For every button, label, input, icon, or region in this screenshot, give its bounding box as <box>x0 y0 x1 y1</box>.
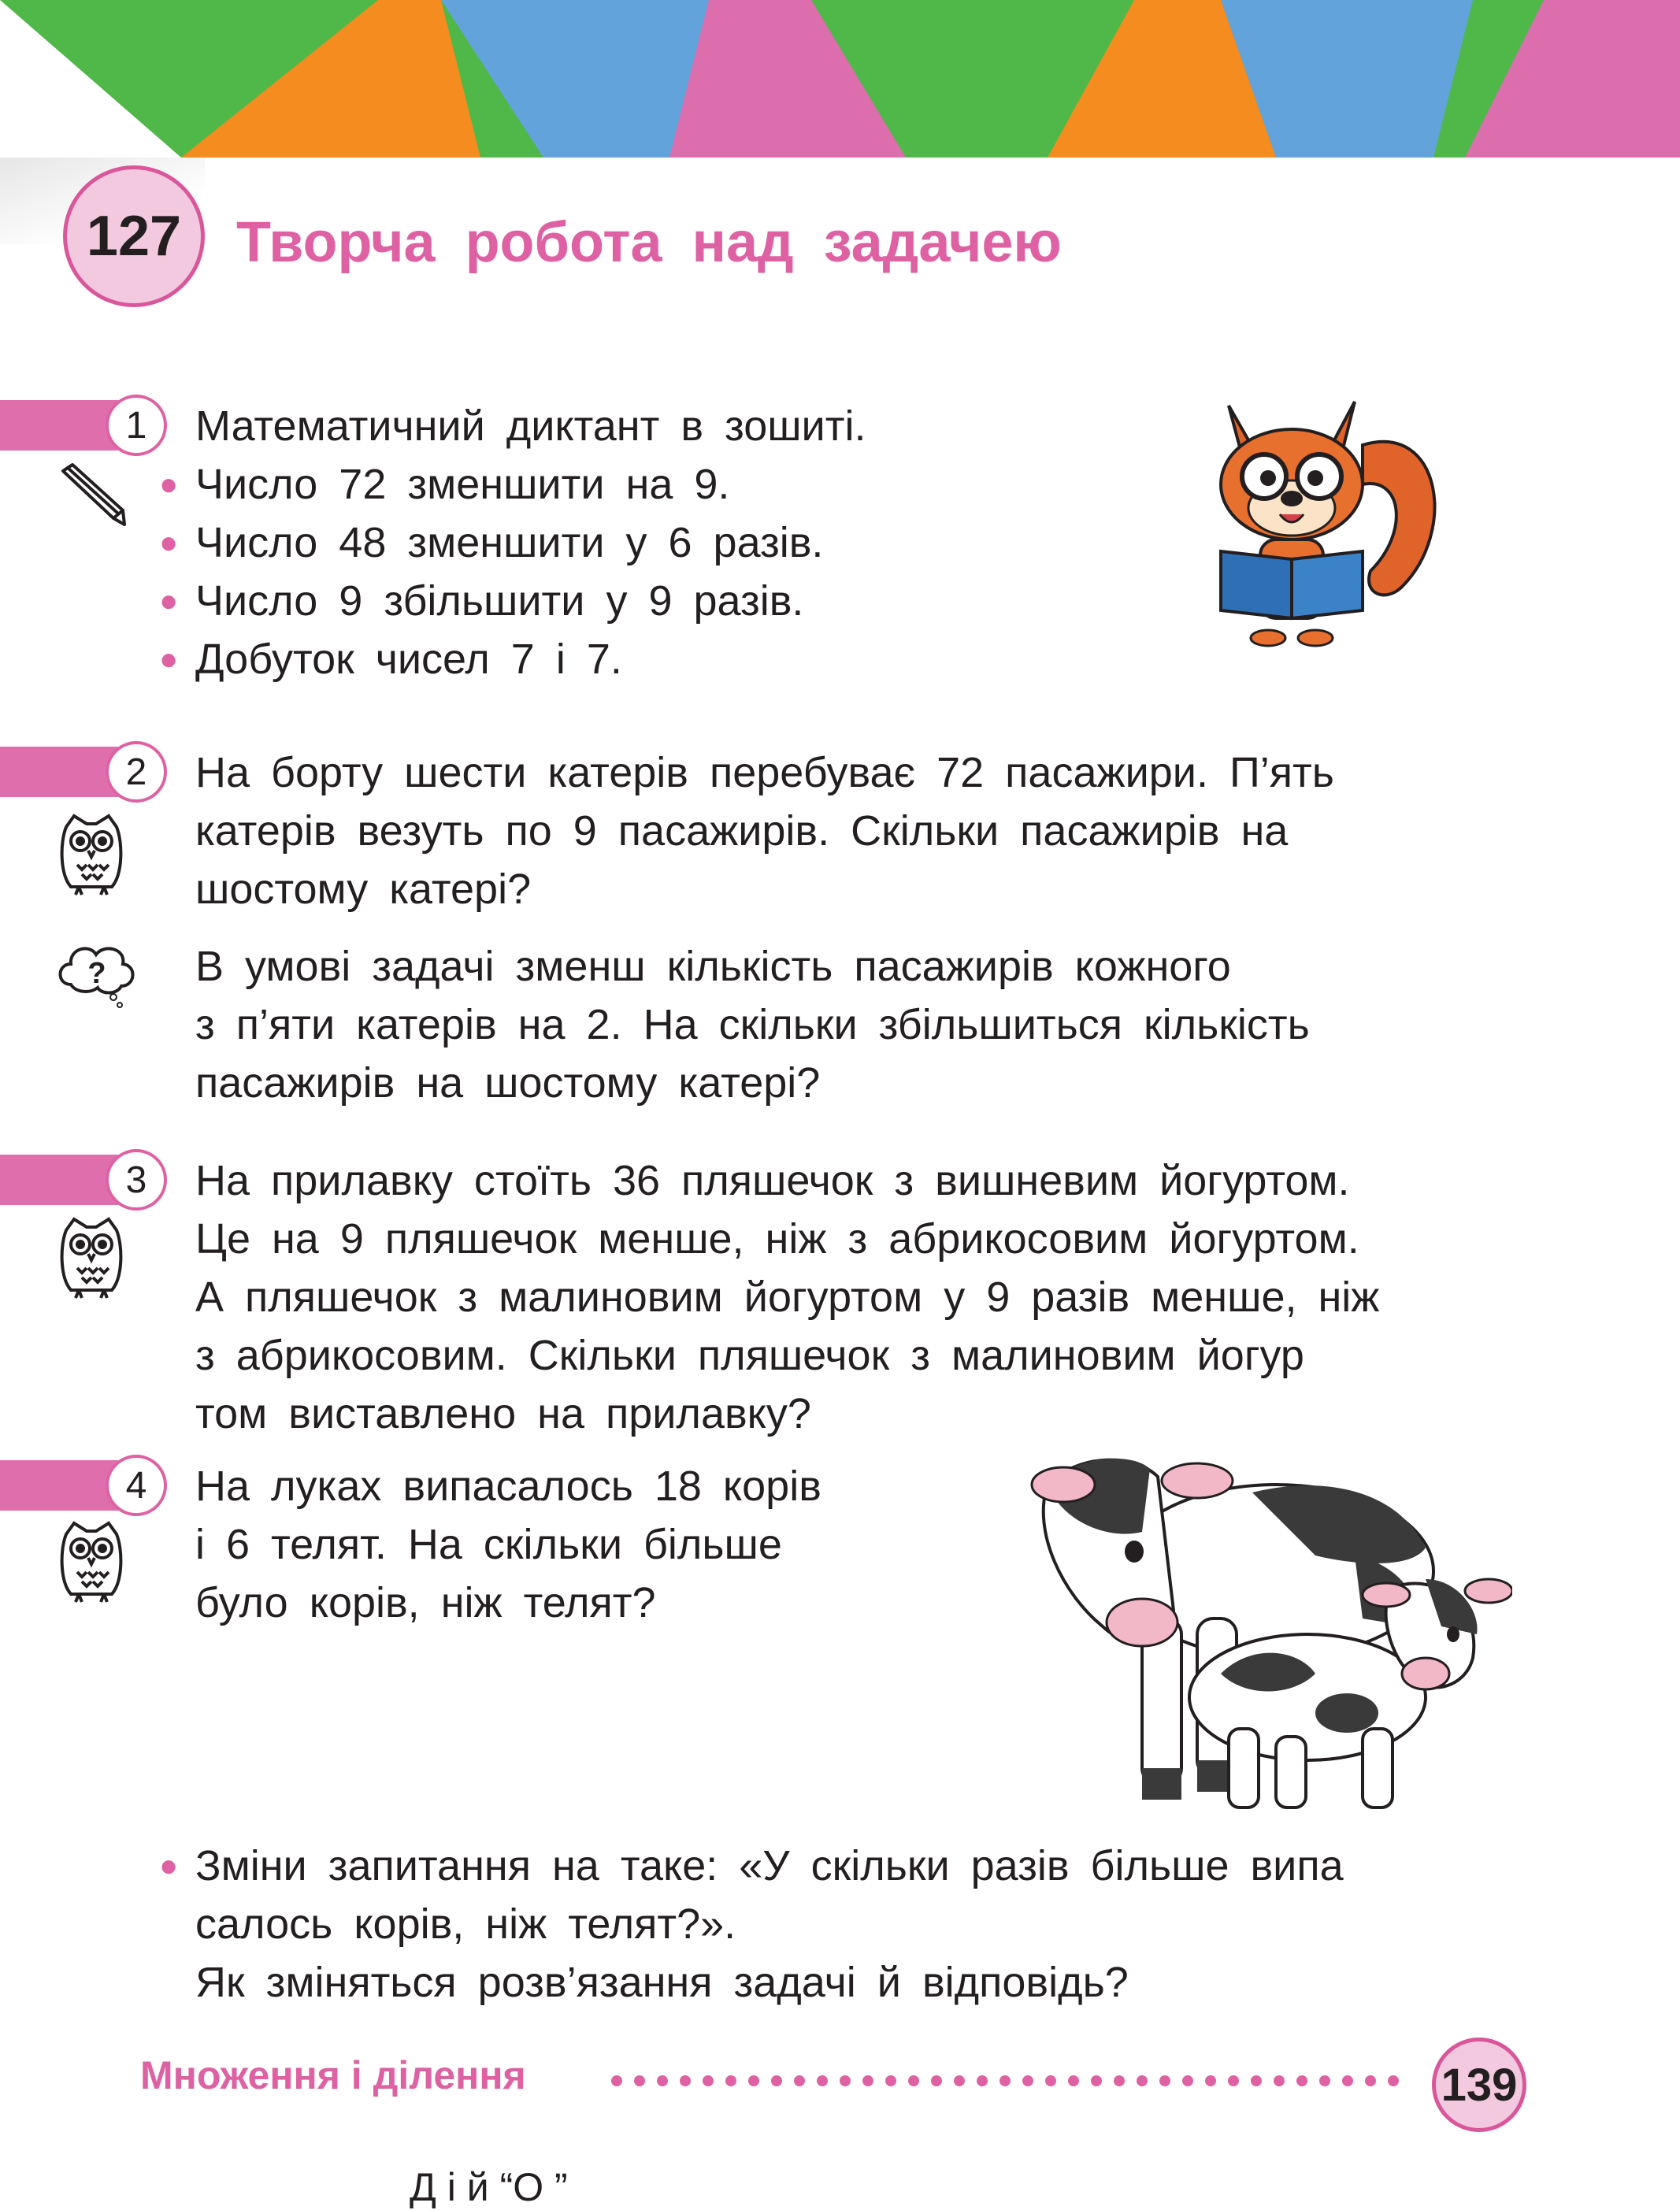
leader-dot <box>1274 2075 1285 2086</box>
task-3-line: Це на 9 пляшечок менше, ніж з абрикосовим йогуртом. <box>195 1215 1359 1263</box>
pencil-icon <box>55 462 134 532</box>
leader-dot <box>1365 2075 1376 2086</box>
leader-dot <box>885 2075 896 2086</box>
leader-dot <box>1137 2075 1148 2086</box>
task-tab <box>0 747 118 797</box>
task-4-line: і 6 телят. На скільки більше <box>195 1521 782 1568</box>
leader-dot <box>703 2075 714 2086</box>
task-3-line: з абрикосовим. Скільки пляшечок з малиновим йогур <box>195 1332 1304 1379</box>
lesson-title: Творча робота над задачею <box>236 211 1062 274</box>
leader-dot <box>908 2075 919 2086</box>
task-4-line: На луках випасалось 18 корів <box>195 1463 821 1510</box>
task-1-bullet: ● Число 9 збільшити у 9 разів. <box>159 577 804 625</box>
task-number-1: 1 <box>106 395 167 456</box>
task-2-text <box>195 743 1483 918</box>
task-2-line: катерів везуть по 9 пасажирів. Скільки пасажирів на <box>195 807 1289 855</box>
task-number-2: 2 <box>106 741 167 803</box>
leader-dot <box>1296 2075 1307 2086</box>
leader-dot <box>611 2075 622 2086</box>
task-3-line: На прилавку стоїть 36 пляшечок з вишневим йогуртом. <box>195 1157 1350 1204</box>
task-tab <box>0 1155 118 1205</box>
top-banner <box>0 0 1680 158</box>
task-2-line: На борту шести катерів перебуває 72 пасажири. П’ять <box>195 749 1334 796</box>
leader-dot <box>1091 2075 1102 2086</box>
task-4-bullet: ● Зміни запитання на таке: «У скільки разів більше випа <box>159 1842 1344 1889</box>
leader-dot <box>634 2075 645 2086</box>
task-tab <box>0 400 118 451</box>
cut-off-text: Д і й “О ” <box>410 2165 568 2209</box>
task-2-extra-line: з п’яти катерів на 2. На скільки збільшиться кількість <box>195 1001 1310 1048</box>
leader-dot <box>1342 2075 1353 2086</box>
task-4-question: Як зміняться розв’язання задачі й відповідь? <box>195 1959 1129 2006</box>
task-3-text <box>195 1151 1483 1443</box>
leader-dot <box>771 2075 782 2086</box>
leader-dot <box>725 2075 736 2086</box>
leader-dot <box>1114 2075 1125 2086</box>
cows-illustration <box>1016 1437 1512 1815</box>
leader-dot <box>1182 2075 1193 2086</box>
owl-icon <box>55 811 128 898</box>
task-3-line: том виставлено на прилавку? <box>195 1390 811 1437</box>
leader-dot <box>862 2075 873 2086</box>
task-1-bullet: ● Число 48 зменшити у 6 разів. <box>159 519 824 566</box>
task-4-change-text <box>159 1837 1344 2012</box>
leader-dot <box>1022 2075 1033 2086</box>
leader-dot <box>954 2075 965 2086</box>
leader-dot <box>999 2075 1011 2086</box>
question-cloud-icon <box>54 937 140 1010</box>
leader-dot <box>748 2075 759 2086</box>
leader-dot <box>1319 2075 1330 2086</box>
page-number: 139 <box>1432 2038 1526 2132</box>
task-4-bullet-line: салось корів, ніж телят?». <box>195 1900 736 1948</box>
owl-icon <box>55 1214 128 1301</box>
task-2-extra-text <box>195 937 1483 1112</box>
squirrel-illustration <box>1205 390 1449 650</box>
leader-dot <box>817 2075 828 2086</box>
leader-dot <box>794 2075 805 2086</box>
task-4-line: було корів, ніж телят? <box>195 1579 656 1626</box>
dotted-leader <box>610 2073 1422 2089</box>
section-name: Множення і ділення <box>140 2053 526 2097</box>
task-1-text <box>159 397 866 688</box>
task-3-line: А пляшечок з малиновим йогуртом у 9 разів менше, ніж <box>195 1274 1380 1321</box>
task-1-intro: Математичний диктант в зошиті. <box>195 402 866 450</box>
leader-dot <box>1045 2075 1056 2086</box>
leader-dot <box>977 2075 988 2086</box>
leader-dot <box>931 2075 942 2086</box>
leader-dot <box>1159 2075 1170 2086</box>
task-2-extra-line: пасажирів на шостому катері? <box>195 1059 821 1107</box>
task-2-line: шостому катері? <box>195 866 532 913</box>
leader-dot <box>680 2075 691 2086</box>
leader-dot <box>1068 2075 1079 2086</box>
task-4-text <box>195 1457 821 1632</box>
leader-dot <box>1251 2075 1262 2086</box>
task-1-bullet: ● Число 72 зменшити на 9. <box>159 461 730 508</box>
task-2-extra-line: В умові задачі зменш кількість пасажирів кожного <box>195 943 1231 990</box>
leader-dot <box>1228 2075 1239 2086</box>
owl-icon <box>55 1518 128 1605</box>
svg-text:?: ? <box>87 957 106 990</box>
lesson-number-badge: 127 <box>63 165 205 307</box>
leader-dot <box>1388 2075 1399 2086</box>
task-tab <box>0 1460 118 1511</box>
leader-dot <box>1205 2075 1216 2086</box>
leader-dot <box>840 2075 851 2086</box>
leader-dot <box>657 2075 668 2086</box>
task-1-bullet: ● Добуток чисел 7 і 7. <box>159 636 622 683</box>
task-number-3: 3 <box>106 1149 167 1211</box>
task-number-4: 4 <box>106 1455 167 1516</box>
